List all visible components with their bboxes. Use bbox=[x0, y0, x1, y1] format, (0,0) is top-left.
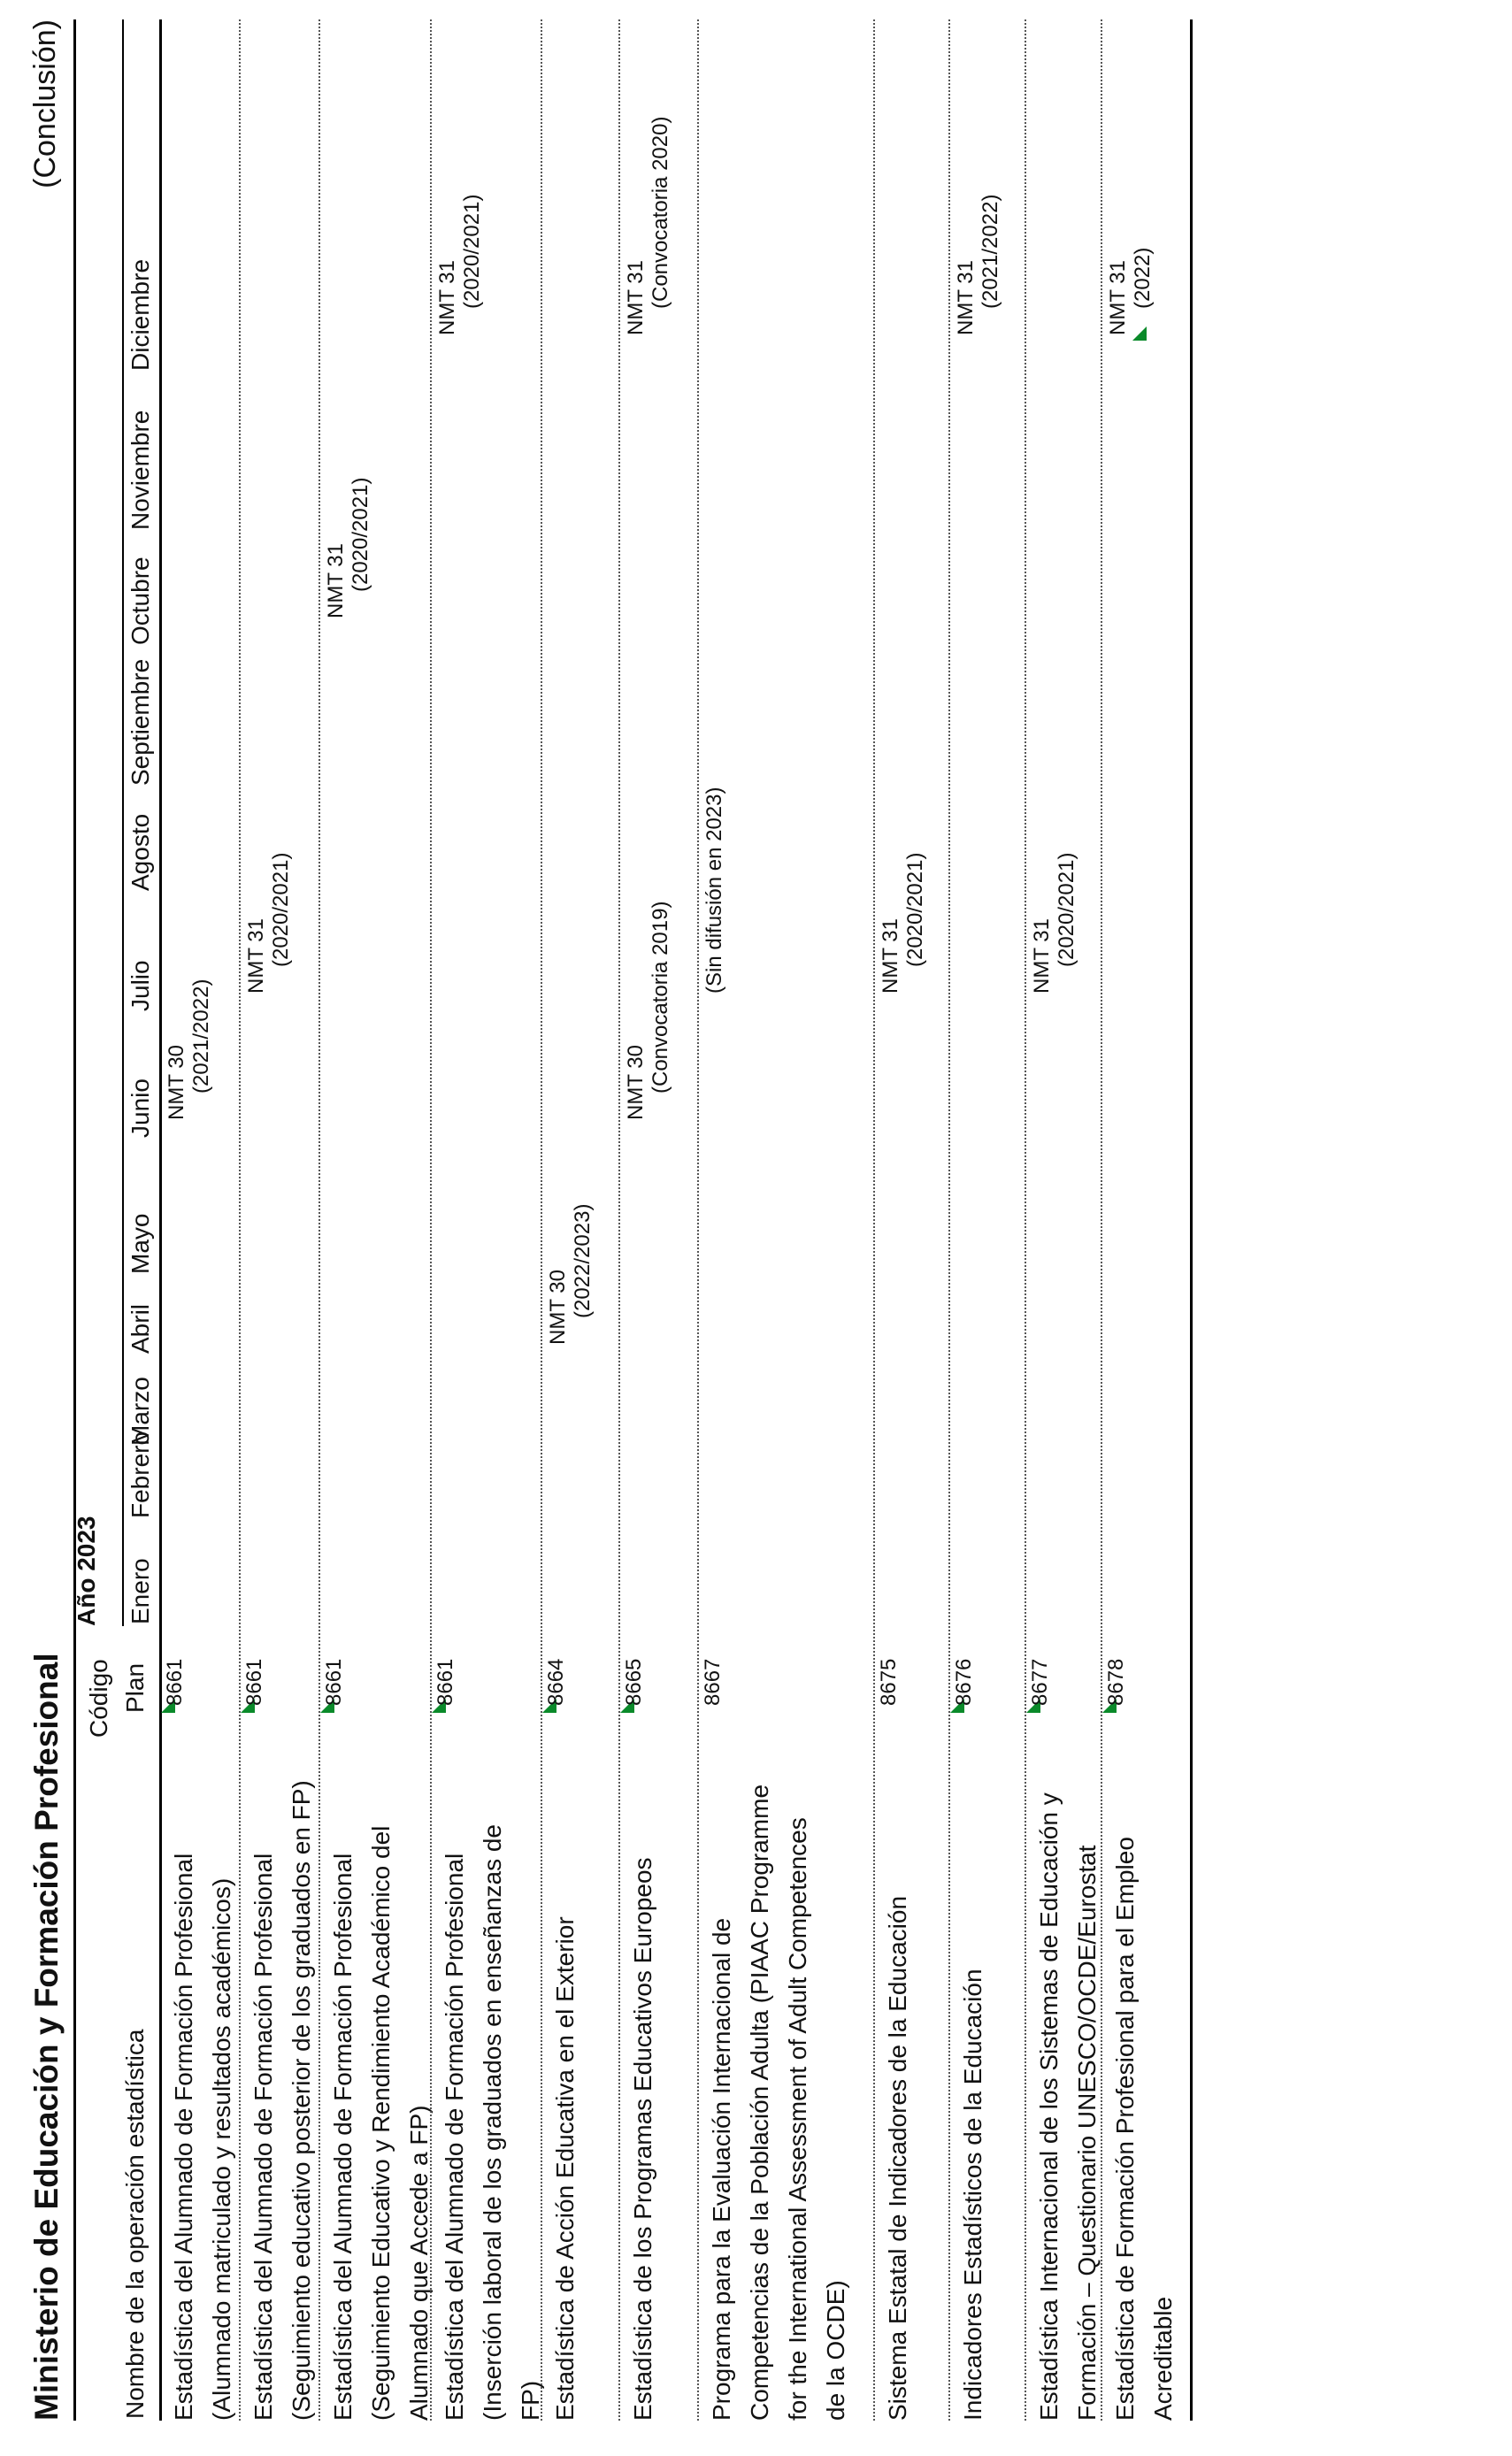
operation-name-line: Estadística de los Programas Educativos Europeos bbox=[629, 1857, 656, 2421]
entry-reference: (2020/2021) bbox=[903, 852, 927, 967]
operation-name-line: de la OCDE) bbox=[822, 2280, 849, 2421]
plan-code: 8678 bbox=[1104, 1658, 1128, 1706]
plan-code: 8661 bbox=[322, 1658, 346, 1706]
operation-name-line: Alumnado que Accede a FP) bbox=[405, 2105, 433, 2421]
month-header-agosto: Agosto bbox=[127, 813, 154, 891]
header-bottom-rule bbox=[159, 19, 162, 2421]
operation-name-line: Formación – Questionario UNESCO/OCDE/Eurostat bbox=[1073, 1845, 1101, 2421]
schedule-entry bbox=[1030, 853, 1079, 994]
month-header-abril: Abril bbox=[127, 1303, 154, 1354]
year-header: Año 2023 bbox=[73, 1516, 100, 1626]
month-header-septiembre: Septiembre bbox=[127, 658, 154, 786]
operation-name-line: Competencias de la Población Adulta (PIAAC Programme bbox=[746, 1784, 773, 2421]
entry-reference: (2022/2023) bbox=[571, 1203, 595, 1318]
month-header-marzo: Marzo bbox=[127, 1377, 154, 1446]
entry-label: (Sin difusión en 2023) bbox=[702, 787, 726, 994]
month-header-noviembre: Noviembre bbox=[127, 410, 154, 530]
operation-name-line: Indicadores Estadísticos de la Educación bbox=[959, 1969, 986, 2421]
schedule-entry bbox=[435, 195, 485, 335]
schedule-entry bbox=[702, 787, 727, 994]
operation-name-line: Estadística del Alumnado de Formación Profesional bbox=[329, 1853, 357, 2421]
row-separator bbox=[239, 19, 241, 2421]
page-title: Ministerio de Educación y Formación Profesional bbox=[28, 1653, 65, 2421]
row-separator bbox=[541, 19, 542, 2421]
plan-code: 8661 bbox=[242, 1658, 266, 1706]
operation-name bbox=[324, 1660, 438, 2421]
plan-code: 8661 bbox=[434, 1658, 457, 1706]
entry-reference: (Convocatoria 2020) bbox=[649, 116, 672, 309]
operation-name-line: Estadística del Alumnado de Formación Profesional bbox=[441, 1853, 468, 2421]
entry-reference: (2021/2022) bbox=[189, 979, 213, 1094]
entry-label: NMT 31 bbox=[1030, 918, 1054, 994]
entry-label: NMT 30 bbox=[546, 1270, 570, 1345]
schedule-entry bbox=[244, 853, 294, 994]
schedule-entry bbox=[624, 117, 673, 335]
column-header-operation: Nombre de la operación estadística bbox=[121, 2029, 149, 2419]
plan-code: 8667 bbox=[701, 1658, 725, 1706]
schedule-entry bbox=[165, 979, 214, 1120]
month-header-julio: Julio bbox=[127, 960, 154, 1011]
entry-label: NMT 31 bbox=[324, 543, 348, 618]
schedule-entry bbox=[324, 478, 373, 618]
operation-name-line: for the International Assessment of Adult Competences bbox=[784, 1817, 811, 2421]
operation-name bbox=[879, 1660, 917, 2421]
month-header-mayo: Mayo bbox=[127, 1213, 154, 1274]
entry-label: NMT 31 bbox=[244, 918, 268, 994]
row-separator bbox=[319, 19, 320, 2421]
top-rule bbox=[73, 19, 76, 2421]
entry-label: NMT 31 bbox=[954, 260, 978, 335]
bottom-rule bbox=[1190, 19, 1193, 2421]
month-header-octubre: Octubre bbox=[127, 556, 154, 645]
schedule-entry bbox=[546, 1204, 595, 1345]
operation-name-line: FP) bbox=[517, 2380, 544, 2421]
operation-name-line: Estadística Internacional de los Sistemas de Educación y bbox=[1035, 1792, 1063, 2421]
operation-name bbox=[546, 1660, 584, 2421]
operation-name-line: Acreditable bbox=[1149, 2296, 1177, 2421]
year-underline bbox=[122, 19, 124, 1626]
operation-name-line: (Inserción laboral de los graduados en enseñanzas de bbox=[479, 1823, 506, 2421]
operation-name-line: Estadística del Alumnado de Formación Profesional bbox=[249, 1853, 277, 2421]
column-header-code-2: Plan bbox=[121, 1662, 149, 1713]
entry-reference: (2021/2022) bbox=[979, 194, 1002, 309]
operation-name-line: Programa para la Evaluación Internacional de bbox=[708, 1917, 735, 2421]
month-header-diciembre: Diciembre bbox=[127, 258, 154, 371]
row-separator bbox=[618, 19, 620, 2421]
entry-reference: (2020/2021) bbox=[349, 477, 372, 592]
operation-name bbox=[954, 1660, 992, 2421]
operation-name-line: Estadística del Alumnado de Formación Profesional bbox=[170, 1853, 197, 2421]
operation-name-line: Estadística de Formación Profesional para el Empleo bbox=[1111, 1837, 1139, 2421]
operation-name-line: Estadística de Acción Educativa en el Exterior bbox=[551, 1916, 579, 2421]
plan-code: 8661 bbox=[163, 1658, 187, 1706]
entry-reference: (Convocatoria 2019) bbox=[649, 901, 672, 1094]
plan-code: 8665 bbox=[622, 1658, 646, 1706]
schedule-entry bbox=[624, 902, 673, 1120]
column-header-code-1: Código bbox=[85, 1659, 112, 1738]
plan-code: 8664 bbox=[544, 1658, 568, 1706]
schedule-entry bbox=[879, 853, 928, 994]
entry-label: NMT 31 bbox=[435, 260, 459, 335]
operation-name-line: (Alumnado matriculado y resultados académicos) bbox=[208, 1877, 235, 2421]
plan-code: 8675 bbox=[877, 1658, 901, 1706]
green-marker-icon bbox=[1132, 326, 1147, 341]
row-separator bbox=[1101, 19, 1102, 2421]
operation-name bbox=[1106, 1660, 1182, 2421]
operation-name bbox=[435, 1660, 549, 2421]
operation-name bbox=[1030, 1660, 1106, 2421]
entry-reference: (2020/2021) bbox=[1055, 852, 1078, 967]
row-separator bbox=[1025, 19, 1026, 2421]
row-separator bbox=[948, 19, 950, 2421]
operation-name bbox=[244, 1660, 320, 2421]
row-separator bbox=[873, 19, 875, 2421]
operation-name-line: Sistema Estatal de Indicadores de la Educación bbox=[884, 1895, 911, 2421]
entry-label: NMT 31 bbox=[879, 918, 902, 994]
operation-name bbox=[165, 1660, 241, 2421]
operation-name bbox=[624, 1660, 662, 2421]
month-header-junio: Junio bbox=[127, 1078, 154, 1138]
entry-label: NMT 31 bbox=[624, 260, 648, 335]
month-header-enero: Enero bbox=[127, 1558, 154, 1624]
entry-reference: (2022) bbox=[1131, 247, 1155, 309]
row-separator bbox=[430, 19, 432, 2421]
operation-name-line: (Seguimiento educativo posterior de los graduados en FP) bbox=[288, 1780, 315, 2421]
schedule-entry bbox=[954, 195, 1003, 335]
row-separator bbox=[697, 19, 699, 2421]
entry-reference: (2020/2021) bbox=[460, 194, 484, 309]
plan-code: 8676 bbox=[952, 1658, 976, 1706]
month-header-febrero: Febrero bbox=[127, 1431, 154, 1518]
plan-code: 8677 bbox=[1028, 1658, 1052, 1706]
entry-reference: (2020/2021) bbox=[269, 852, 293, 967]
entry-label: NMT 30 bbox=[165, 1045, 188, 1120]
operation-name bbox=[702, 1660, 855, 2421]
continuation-label: (Conclusión) bbox=[28, 19, 62, 188]
schedule-entry bbox=[1106, 248, 1155, 335]
entry-label: NMT 31 bbox=[1106, 260, 1130, 335]
operation-name-line: (Seguimiento Educativo y Rendimiento Académico del bbox=[367, 1825, 395, 2421]
entry-label: NMT 30 bbox=[624, 1045, 648, 1120]
